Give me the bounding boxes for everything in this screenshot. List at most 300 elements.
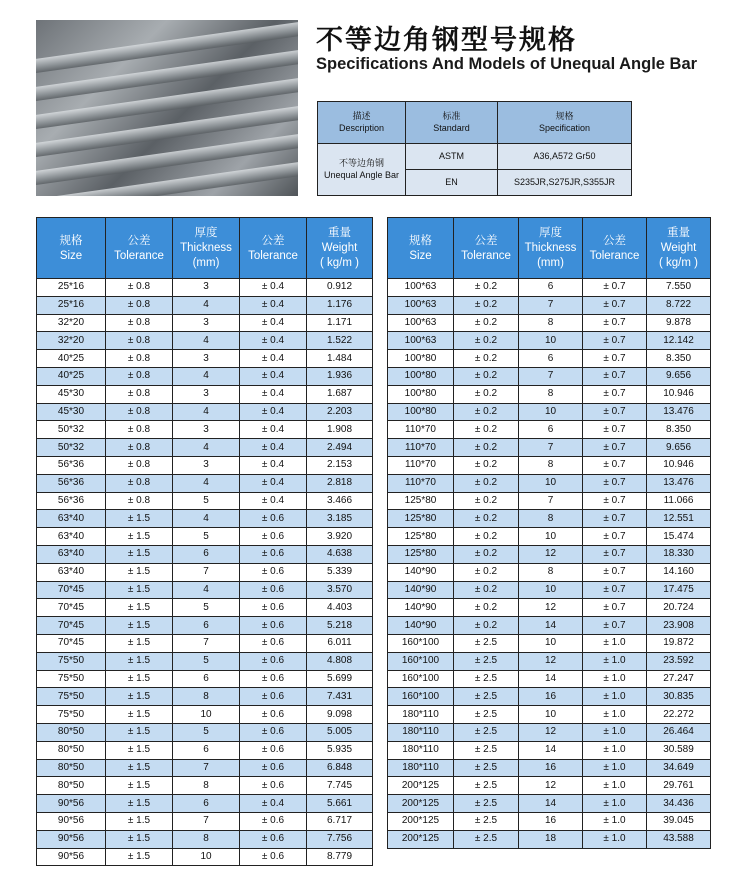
size-cell: 125*80 <box>388 528 454 546</box>
tolerance-cell-2: ± 0.7 <box>583 296 647 314</box>
table-row <box>388 314 711 332</box>
tolerance-cell-2: ± 0.7 <box>583 350 647 368</box>
tolerance-cell: ± 1.5 <box>106 723 173 741</box>
weight-cell: 5.005 <box>307 723 373 741</box>
size-cell: 70*45 <box>37 581 106 599</box>
size-cell: 70*45 <box>37 599 106 617</box>
table-row <box>388 510 711 528</box>
std-standard-cell: EN <box>406 170 498 196</box>
tolerance-cell-2: ± 0.6 <box>240 510 307 528</box>
table-row <box>37 367 373 385</box>
thickness-cell: 6 <box>519 279 583 297</box>
weight-cell: 2.818 <box>307 474 373 492</box>
weight-cell: 6.011 <box>307 634 373 652</box>
tolerance-cell-2: ± 0.6 <box>240 599 307 617</box>
thickness-cell: 5 <box>173 723 240 741</box>
table-row <box>388 812 711 830</box>
tolerance-cell: ± 1.5 <box>106 741 173 759</box>
tolerance-cell-2: ± 1.0 <box>583 670 647 688</box>
tolerance-cell-2: ± 1.0 <box>583 830 647 848</box>
size-cell: 63*40 <box>37 563 106 581</box>
table-row <box>37 723 373 741</box>
table-row <box>37 759 373 777</box>
tolerance-cell-2: ± 0.7 <box>583 492 647 510</box>
tolerance-cell: ± 2.5 <box>454 688 519 706</box>
thickness-cell: 16 <box>519 812 583 830</box>
table-row <box>37 456 373 474</box>
thickness-cell: 4 <box>173 510 240 528</box>
table-row <box>37 492 373 510</box>
thickness-cell: 4 <box>173 581 240 599</box>
weight-cell: 43.588 <box>647 830 711 848</box>
page-title-en: Specifications And Models of Unequal Angle Bar <box>316 55 698 73</box>
table-row <box>37 528 373 546</box>
tolerance-cell: ± 0.2 <box>454 563 519 581</box>
thickness-cell: 4 <box>173 474 240 492</box>
tolerance-cell: ± 2.5 <box>454 795 519 813</box>
tolerance-cell: ± 0.2 <box>454 439 519 457</box>
tolerance-cell: ± 0.2 <box>454 456 519 474</box>
tolerance-cell-2: ± 0.6 <box>240 670 307 688</box>
size-cell: 80*50 <box>37 759 106 777</box>
weight-cell: 17.475 <box>647 581 711 599</box>
tolerance-cell-2: ± 0.7 <box>583 421 647 439</box>
size-cell: 110*70 <box>388 421 454 439</box>
std-spec-cell: A36,A572 Gr50 <box>498 144 632 170</box>
weight-cell: 4.638 <box>307 545 373 563</box>
size-cell: 180*110 <box>388 741 454 759</box>
tolerance-cell: ± 0.2 <box>454 599 519 617</box>
tolerance-cell: ± 2.5 <box>454 670 519 688</box>
table-row <box>388 279 711 297</box>
tolerance-cell: ± 0.8 <box>106 439 173 457</box>
size-cell: 56*36 <box>37 474 106 492</box>
table-row <box>388 528 711 546</box>
thickness-cell: 7 <box>173 812 240 830</box>
thickness-cell: 10 <box>519 403 583 421</box>
size-cell: 100*80 <box>388 403 454 421</box>
size-cell: 160*100 <box>388 652 454 670</box>
tolerance-cell-2: ± 0.4 <box>240 403 307 421</box>
weight-cell: 8.350 <box>647 421 711 439</box>
table-row <box>37 385 373 403</box>
weight-cell: 30.835 <box>647 688 711 706</box>
table-row <box>37 670 373 688</box>
tolerance-cell: ± 2.5 <box>454 759 519 777</box>
size-cell: 180*110 <box>388 723 454 741</box>
size-cell: 32*20 <box>37 332 106 350</box>
header-weight: 重量 Weight ( kg/m ) <box>647 218 711 279</box>
size-cell: 110*70 <box>388 439 454 457</box>
table-row <box>37 812 373 830</box>
table-row <box>388 652 711 670</box>
size-cell: 180*110 <box>388 759 454 777</box>
table-row <box>37 545 373 563</box>
table-row <box>37 581 373 599</box>
tolerance-cell: ± 0.8 <box>106 385 173 403</box>
weight-cell: 20.724 <box>647 599 711 617</box>
table-row <box>388 581 711 599</box>
tolerance-cell-2: ± 0.6 <box>240 634 307 652</box>
thickness-cell: 12 <box>519 723 583 741</box>
std-header-specification: 规格 Specification <box>498 102 632 144</box>
tolerance-cell-2: ± 0.4 <box>240 795 307 813</box>
tolerance-cell-2: ± 0.6 <box>240 759 307 777</box>
table-row <box>388 599 711 617</box>
tolerance-cell-2: ± 0.4 <box>240 296 307 314</box>
tolerance-cell: ± 0.8 <box>106 332 173 350</box>
size-cell: 56*36 <box>37 492 106 510</box>
thickness-cell: 3 <box>173 385 240 403</box>
tolerance-cell: ± 0.8 <box>106 403 173 421</box>
tolerance-cell-2: ± 1.0 <box>583 688 647 706</box>
thickness-cell: 3 <box>173 279 240 297</box>
tolerance-cell: ± 2.5 <box>454 723 519 741</box>
tolerance-cell: ± 1.5 <box>106 581 173 599</box>
weight-cell: 8.722 <box>647 296 711 314</box>
weight-cell: 11.066 <box>647 492 711 510</box>
tolerance-cell-2: ± 0.6 <box>240 741 307 759</box>
thickness-cell: 12 <box>519 599 583 617</box>
table-row <box>388 634 711 652</box>
thickness-cell: 7 <box>519 296 583 314</box>
tolerance-cell: ± 0.8 <box>106 279 173 297</box>
size-cell: 160*100 <box>388 670 454 688</box>
tolerance-cell-2: ± 0.7 <box>583 563 647 581</box>
tolerance-cell: ± 2.5 <box>454 741 519 759</box>
tolerance-cell: ± 0.2 <box>454 279 519 297</box>
table-row <box>388 421 711 439</box>
tolerance-cell: ± 1.5 <box>106 510 173 528</box>
table-row <box>37 652 373 670</box>
weight-cell: 9.098 <box>307 706 373 724</box>
table-row <box>388 741 711 759</box>
size-cell: 160*100 <box>388 634 454 652</box>
weight-cell: 4.403 <box>307 599 373 617</box>
tolerance-cell-2: ± 0.4 <box>240 439 307 457</box>
weight-cell: 8.350 <box>647 350 711 368</box>
tolerance-cell-2: ± 0.4 <box>240 456 307 474</box>
tolerance-cell: ± 0.8 <box>106 492 173 510</box>
size-cell: 100*63 <box>388 314 454 332</box>
weight-cell: 29.761 <box>647 777 711 795</box>
header-tolerance-2: 公差 Tolerance <box>583 218 647 279</box>
thickness-cell: 4 <box>173 332 240 350</box>
size-cell: 63*40 <box>37 528 106 546</box>
tolerance-cell-2: ± 0.6 <box>240 528 307 546</box>
tolerance-cell: ± 1.5 <box>106 563 173 581</box>
tolerance-cell: ± 2.5 <box>454 777 519 795</box>
thickness-cell: 14 <box>519 795 583 813</box>
tolerance-cell-2: ± 1.0 <box>583 812 647 830</box>
thickness-cell: 4 <box>173 439 240 457</box>
weight-cell: 5.699 <box>307 670 373 688</box>
size-cell: 45*30 <box>37 385 106 403</box>
header-size: 规格 Size <box>37 218 106 279</box>
product-photo <box>36 20 298 196</box>
tolerance-cell-2: ± 0.7 <box>583 314 647 332</box>
tolerance-cell-2: ± 0.6 <box>240 581 307 599</box>
tolerance-cell: ± 1.5 <box>106 706 173 724</box>
spec-table-right <box>387 217 711 849</box>
table-row <box>388 706 711 724</box>
table-row <box>388 545 711 563</box>
weight-cell: 23.592 <box>647 652 711 670</box>
thickness-cell: 6 <box>519 421 583 439</box>
tolerance-cell: ± 0.2 <box>454 492 519 510</box>
thickness-cell: 7 <box>519 367 583 385</box>
weight-cell: 7.550 <box>647 279 711 297</box>
tolerance-cell-2: ± 0.7 <box>583 599 647 617</box>
size-cell: 63*40 <box>37 510 106 528</box>
table-row <box>37 332 373 350</box>
size-cell: 125*80 <box>388 510 454 528</box>
weight-cell: 3.185 <box>307 510 373 528</box>
weight-cell: 7.431 <box>307 688 373 706</box>
std-product-cell: 不等边角钢 Unequal Angle Bar <box>318 144 406 196</box>
tolerance-cell-2: ± 0.4 <box>240 492 307 510</box>
tolerance-cell-2: ± 0.7 <box>583 617 647 635</box>
tolerance-cell: ± 0.8 <box>106 367 173 385</box>
tolerance-cell-2: ± 0.4 <box>240 367 307 385</box>
weight-cell: 9.656 <box>647 367 711 385</box>
weight-cell: 9.656 <box>647 439 711 457</box>
thickness-cell: 8 <box>519 563 583 581</box>
table-row <box>388 439 711 457</box>
tolerance-cell: ± 1.5 <box>106 795 173 813</box>
thickness-cell: 16 <box>519 759 583 777</box>
size-cell: 75*50 <box>37 652 106 670</box>
size-cell: 140*90 <box>388 581 454 599</box>
tolerance-cell-2: ± 0.7 <box>583 385 647 403</box>
std-standard-cell: ASTM <box>406 144 498 170</box>
tolerance-cell: ± 1.5 <box>106 634 173 652</box>
size-cell: 25*16 <box>37 279 106 297</box>
size-cell: 125*80 <box>388 492 454 510</box>
size-cell: 40*25 <box>37 367 106 385</box>
table-row <box>388 795 711 813</box>
weight-cell: 0.912 <box>307 279 373 297</box>
tolerance-cell: ± 1.5 <box>106 599 173 617</box>
table-row <box>388 688 711 706</box>
size-cell: 200*125 <box>388 777 454 795</box>
table-row <box>388 332 711 350</box>
weight-cell: 2.153 <box>307 456 373 474</box>
thickness-cell: 3 <box>173 456 240 474</box>
size-cell: 110*70 <box>388 474 454 492</box>
weight-cell: 12.551 <box>647 510 711 528</box>
thickness-cell: 14 <box>519 617 583 635</box>
tolerance-cell-2: ± 0.6 <box>240 545 307 563</box>
tolerance-cell-2: ± 0.7 <box>583 545 647 563</box>
thickness-cell: 8 <box>519 385 583 403</box>
tolerance-cell: ± 0.8 <box>106 314 173 332</box>
size-cell: 70*45 <box>37 634 106 652</box>
spec-table-left <box>36 217 373 866</box>
tolerance-cell-2: ± 0.6 <box>240 812 307 830</box>
thickness-cell: 10 <box>173 848 240 866</box>
table-row <box>37 599 373 617</box>
weight-cell: 1.908 <box>307 421 373 439</box>
size-cell: 90*56 <box>37 812 106 830</box>
tolerance-cell: ± 1.5 <box>106 652 173 670</box>
tolerance-cell-2: ± 0.7 <box>583 367 647 385</box>
weight-cell: 8.779 <box>307 848 373 866</box>
table-row <box>37 741 373 759</box>
size-cell: 100*63 <box>388 296 454 314</box>
table-row <box>37 403 373 421</box>
weight-cell: 39.045 <box>647 812 711 830</box>
tolerance-cell-2: ± 0.6 <box>240 617 307 635</box>
header-thickness: 厚度 Thickness (mm) <box>173 218 240 279</box>
table-row <box>388 617 711 635</box>
tolerance-cell: ± 1.5 <box>106 759 173 777</box>
tolerance-cell-2: ± 0.6 <box>240 777 307 795</box>
tolerance-cell-2: ± 0.6 <box>240 688 307 706</box>
tolerance-cell-2: ± 1.0 <box>583 741 647 759</box>
thickness-cell: 10 <box>519 474 583 492</box>
thickness-cell: 3 <box>173 350 240 368</box>
tolerance-cell: ± 2.5 <box>454 706 519 724</box>
thickness-cell: 8 <box>173 688 240 706</box>
tolerance-cell: ± 0.2 <box>454 332 519 350</box>
table-row <box>37 421 373 439</box>
thickness-cell: 8 <box>173 777 240 795</box>
table-row <box>37 279 373 297</box>
size-cell: 90*56 <box>37 830 106 848</box>
thickness-cell: 14 <box>519 670 583 688</box>
weight-cell: 10.946 <box>647 385 711 403</box>
tolerance-cell: ± 2.5 <box>454 830 519 848</box>
tolerance-cell-2: ± 1.0 <box>583 777 647 795</box>
table-row <box>388 385 711 403</box>
table-row <box>37 474 373 492</box>
weight-cell: 6.848 <box>307 759 373 777</box>
table-row <box>37 777 373 795</box>
tolerance-cell-2: ± 1.0 <box>583 652 647 670</box>
table-row <box>388 492 711 510</box>
table-row <box>388 350 711 368</box>
tolerance-cell: ± 0.8 <box>106 474 173 492</box>
tolerance-cell-2: ± 1.0 <box>583 723 647 741</box>
tolerance-cell: ± 2.5 <box>454 812 519 830</box>
thickness-cell: 10 <box>173 706 240 724</box>
thickness-cell: 10 <box>519 634 583 652</box>
thickness-cell: 4 <box>173 403 240 421</box>
tolerance-cell-2: ± 0.6 <box>240 563 307 581</box>
thickness-cell: 7 <box>519 492 583 510</box>
weight-cell: 9.878 <box>647 314 711 332</box>
size-cell: 200*125 <box>388 830 454 848</box>
tolerance-cell: ± 0.2 <box>454 617 519 635</box>
table-row <box>388 474 711 492</box>
tolerance-cell: ± 0.2 <box>454 474 519 492</box>
tolerance-cell-2: ± 0.4 <box>240 474 307 492</box>
tolerance-cell: ± 0.2 <box>454 510 519 528</box>
tolerance-cell-2: ± 0.4 <box>240 385 307 403</box>
weight-cell: 23.908 <box>647 617 711 635</box>
header-tolerance: 公差 Tolerance <box>454 218 519 279</box>
weight-cell: 19.872 <box>647 634 711 652</box>
weight-cell: 26.464 <box>647 723 711 741</box>
thickness-cell: 12 <box>519 545 583 563</box>
tolerance-cell: ± 1.5 <box>106 777 173 795</box>
table-row <box>388 563 711 581</box>
size-cell: 200*125 <box>388 812 454 830</box>
tolerance-cell-2: ± 0.7 <box>583 528 647 546</box>
standard-table <box>317 101 632 196</box>
tolerance-cell: ± 0.2 <box>454 367 519 385</box>
tolerance-cell: ± 0.2 <box>454 528 519 546</box>
thickness-cell: 5 <box>173 492 240 510</box>
thickness-cell: 6 <box>519 350 583 368</box>
weight-cell: 30.589 <box>647 741 711 759</box>
tolerance-cell: ± 0.8 <box>106 296 173 314</box>
size-cell: 140*90 <box>388 617 454 635</box>
weight-cell: 7.745 <box>307 777 373 795</box>
weight-cell: 3.466 <box>307 492 373 510</box>
tolerance-cell: ± 1.5 <box>106 545 173 563</box>
size-cell: 50*32 <box>37 439 106 457</box>
thickness-cell: 18 <box>519 830 583 848</box>
table-row <box>37 510 373 528</box>
size-cell: 25*16 <box>37 296 106 314</box>
weight-cell: 3.570 <box>307 581 373 599</box>
weight-cell: 3.920 <box>307 528 373 546</box>
thickness-cell: 12 <box>519 777 583 795</box>
weight-cell: 12.142 <box>647 332 711 350</box>
size-cell: 140*90 <box>388 563 454 581</box>
tolerance-cell-2: ± 0.7 <box>583 474 647 492</box>
size-cell: 125*80 <box>388 545 454 563</box>
thickness-cell: 6 <box>173 670 240 688</box>
table-row <box>388 777 711 795</box>
table-row <box>37 439 373 457</box>
tolerance-cell: ± 0.2 <box>454 581 519 599</box>
tolerance-cell-2: ± 0.7 <box>583 456 647 474</box>
size-cell: 100*80 <box>388 350 454 368</box>
thickness-cell: 7 <box>173 634 240 652</box>
table-row <box>37 617 373 635</box>
tolerance-cell: ± 1.5 <box>106 688 173 706</box>
weight-cell: 1.171 <box>307 314 373 332</box>
table-row <box>37 314 373 332</box>
tolerance-cell-2: ± 0.6 <box>240 723 307 741</box>
tolerance-cell-2: ± 1.0 <box>583 759 647 777</box>
table-row <box>37 563 373 581</box>
thickness-cell: 5 <box>173 599 240 617</box>
tolerance-cell: ± 0.2 <box>454 314 519 332</box>
weight-cell: 13.476 <box>647 403 711 421</box>
tolerance-cell-2: ± 1.0 <box>583 795 647 813</box>
size-cell: 50*32 <box>37 421 106 439</box>
size-cell: 90*56 <box>37 848 106 866</box>
table-row <box>37 830 373 848</box>
table-row <box>388 403 711 421</box>
thickness-cell: 3 <box>173 314 240 332</box>
tolerance-cell-2: ± 0.4 <box>240 279 307 297</box>
thickness-cell: 5 <box>173 652 240 670</box>
tolerance-cell-2: ± 1.0 <box>583 634 647 652</box>
tolerance-cell-2: ± 0.7 <box>583 510 647 528</box>
header-thickness: 厚度 Thickness (mm) <box>519 218 583 279</box>
page-title-cn: 不等边角钢型号规格 <box>316 25 577 56</box>
tolerance-cell: ± 0.2 <box>454 350 519 368</box>
tolerance-cell-2: ± 0.7 <box>583 439 647 457</box>
std-header-description: 描述 Description <box>318 102 406 144</box>
tolerance-cell: ± 1.5 <box>106 670 173 688</box>
size-cell: 40*25 <box>37 350 106 368</box>
